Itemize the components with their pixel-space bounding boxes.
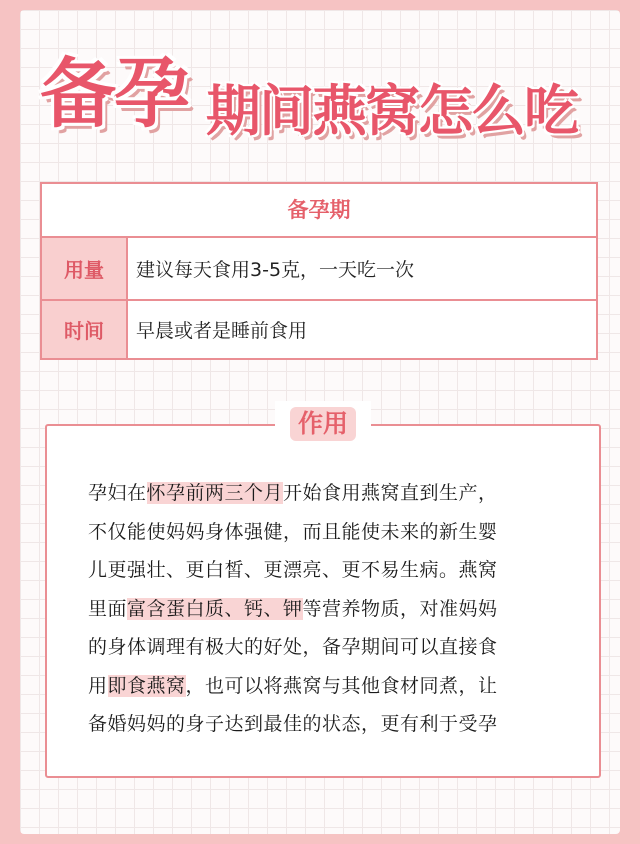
row-value-time: 早晨或者是睡前食用: [136, 320, 308, 342]
row-label-time: 时间: [42, 301, 128, 358]
text-segment: ，也可以将燕窝与其他食材同煮，让: [185, 674, 498, 697]
text-segment: 不仅能使妈妈身体强健，而且能使未来的新生婴: [88, 520, 498, 543]
row-label-dosage: 用量: [42, 238, 128, 299]
usage-tag-label: 作用: [290, 407, 356, 441]
text-line: [88, 551, 568, 590]
text-line: [88, 590, 568, 629]
text-line: [88, 474, 568, 513]
text-segment: 备婚妈妈的身子达到最佳的状态，更有利于受孕: [88, 713, 498, 735]
title-main: 备孕: [40, 49, 188, 138]
text-segment: 用: [88, 674, 108, 697]
text-segment: 儿更强壮、更白皙、更漂亮、更不易生病。燕窝: [88, 559, 498, 581]
usage-tag: [275, 401, 371, 445]
page-title: [40, 44, 620, 144]
text-segment: 等营养物质，对准妈妈: [302, 597, 498, 620]
highlight-text: 即食燕窝: [107, 674, 186, 697]
text-line: [88, 667, 568, 706]
text-line: [88, 513, 568, 552]
table-header: [42, 184, 596, 238]
text-segment: 孕妇在: [88, 482, 147, 504]
text-line: [88, 705, 568, 744]
table-row: [42, 238, 596, 301]
highlight-text: 怀孕前两三个月: [146, 482, 284, 504]
row-value-dosage: 建议每天食用3-5克，一天吃一次: [136, 259, 415, 281]
table-row: [42, 301, 596, 358]
title-sub: 期间燕窝怎么吃: [206, 79, 578, 143]
info-table: [40, 182, 598, 360]
table-header-label: 备孕期: [287, 198, 351, 222]
usage-text: [88, 474, 568, 744]
text-segment: 开始食用燕窝直到生产，: [283, 482, 498, 504]
text-line: [88, 628, 568, 667]
highlight-text: 富含蛋白质、钙、钾: [127, 597, 303, 620]
text-segment: 里面: [88, 597, 128, 620]
text-segment: 的身体调理有极大的好处，备孕期间可以直接食: [88, 636, 498, 658]
